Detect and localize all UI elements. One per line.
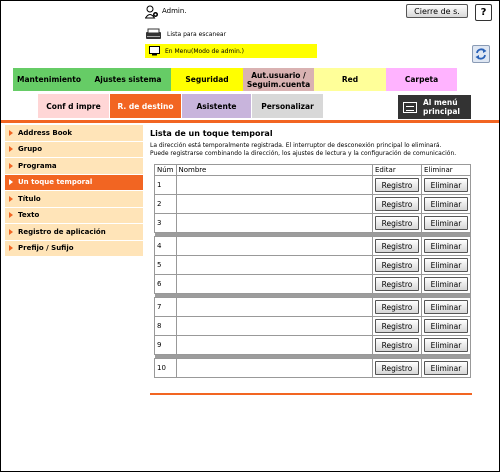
row-name <box>176 336 373 355</box>
admin-user-icon <box>145 5 159 19</box>
row-name <box>176 195 373 214</box>
row-name <box>176 176 373 195</box>
refresh-icon <box>473 46 489 62</box>
row-edit-cell <box>373 275 422 294</box>
delete-button[interactable]: Eliminar <box>424 197 468 211</box>
table-body <box>155 176 471 378</box>
sidebar-item-prefijo-sufijo[interactable]: Prefijo / Sufijo <box>5 241 143 258</box>
sidebar <box>5 125 143 257</box>
row-number: 9 <box>155 336 177 355</box>
arrow-right-icon <box>9 130 13 136</box>
row-number: 6 <box>155 275 177 294</box>
delete-button[interactable]: Eliminar <box>424 239 468 253</box>
sidebar-item-address-book[interactable]: Address Book <box>5 125 143 142</box>
row-number: 10 <box>155 359 177 378</box>
arrow-right-icon <box>9 212 13 218</box>
row-edit-cell <box>373 237 422 256</box>
register-button[interactable]: Registro <box>375 178 419 192</box>
col-header-edit: Editar <box>373 165 422 176</box>
table-row <box>155 256 471 275</box>
arrow-right-icon <box>9 146 13 152</box>
delete-button[interactable]: Eliminar <box>424 216 468 230</box>
row-edit-cell <box>373 176 422 195</box>
tab-ajustes-sistema[interactable]: Ajustes sistema <box>85 68 171 91</box>
row-number: 1 <box>155 176 177 195</box>
col-header-name: Nombre <box>176 165 373 176</box>
register-button[interactable]: Registro <box>375 197 419 211</box>
menu-icon <box>403 102 417 113</box>
register-button[interactable]: Registro <box>375 239 419 253</box>
scan-list-label: Lista para escanear <box>167 31 227 38</box>
table-row <box>155 298 471 317</box>
table-row <box>155 214 471 233</box>
register-button[interactable]: Registro <box>375 338 419 352</box>
register-button[interactable]: Registro <box>375 300 419 314</box>
main-menu-button[interactable] <box>398 95 471 119</box>
admin-user-label: Admin. <box>162 7 187 15</box>
sidebar-item-titulo[interactable]: Título <box>5 191 143 208</box>
row-delete-cell <box>422 359 471 378</box>
row-edit-cell <box>373 359 422 378</box>
tab-carpeta[interactable]: Carpeta <box>386 68 457 91</box>
arrow-right-icon <box>9 196 13 202</box>
register-button[interactable]: Registro <box>375 319 419 333</box>
delete-button[interactable]: Eliminar <box>424 361 468 375</box>
description-line-2: Puede registrarse combinando la dirección, los ajustes de lectura y la configuración de comunicación. <box>150 150 457 157</box>
arrow-right-icon <box>9 245 13 251</box>
sidebar-item-grupo[interactable]: Grupo <box>5 142 143 159</box>
sub-tab-bar <box>38 94 324 118</box>
subtab-personalizar[interactable]: Personalizar <box>252 94 323 118</box>
refresh-button[interactable] <box>472 45 490 63</box>
sidebar-item-texto[interactable]: Texto <box>5 208 143 225</box>
table-row <box>155 359 471 378</box>
col-header-delete: Eliminar <box>422 165 471 176</box>
menu-label-line1: Al menú <box>423 98 458 107</box>
row-name <box>176 256 373 275</box>
row-name <box>176 298 373 317</box>
tab-seguridad[interactable]: Seguridad <box>171 68 243 91</box>
tab-mantenimiento[interactable]: Mantenimiento <box>13 68 85 91</box>
header-divider <box>1 120 500 123</box>
row-delete-cell <box>422 317 471 336</box>
main-tab-bar <box>13 68 457 91</box>
col-header-num: Núm <box>155 165 177 176</box>
register-button[interactable]: Registro <box>375 361 419 375</box>
row-delete-cell <box>422 336 471 355</box>
row-edit-cell <box>373 298 422 317</box>
subtab-asistente[interactable]: Asistente <box>182 94 251 118</box>
help-button[interactable]: ? <box>475 4 492 21</box>
arrow-right-icon <box>9 229 13 235</box>
row-edit-cell <box>373 317 422 336</box>
delete-button[interactable]: Eliminar <box>424 258 468 272</box>
sidebar-item-programa[interactable]: Programa <box>5 158 143 175</box>
register-button[interactable]: Registro <box>375 277 419 291</box>
menu-label-line2: principal <box>423 107 460 116</box>
row-delete-cell <box>422 176 471 195</box>
delete-button[interactable]: Eliminar <box>424 319 468 333</box>
scanner-icon <box>145 28 162 40</box>
table-row <box>155 336 471 355</box>
row-edit-cell <box>373 336 422 355</box>
delete-button[interactable]: Eliminar <box>424 277 468 291</box>
row-delete-cell <box>422 298 471 317</box>
page-title: Lista de un toque temporal <box>150 129 273 138</box>
row-name <box>176 317 373 336</box>
row-delete-cell <box>422 237 471 256</box>
row-number: 2 <box>155 195 177 214</box>
table-header-row <box>155 165 471 176</box>
row-delete-cell <box>422 214 471 233</box>
row-delete-cell <box>422 256 471 275</box>
table-row <box>155 275 471 294</box>
subtab-conf-impre[interactable]: Conf d impre <box>38 94 109 118</box>
row-number: 7 <box>155 298 177 317</box>
arrow-right-icon <box>9 163 13 169</box>
status-text: En Menu(Modo de admin.) <box>165 48 245 55</box>
delete-button[interactable]: Eliminar <box>424 300 468 314</box>
table-row <box>155 195 471 214</box>
arrow-right-icon <box>9 179 13 185</box>
register-button[interactable]: Registro <box>375 216 419 230</box>
row-number: 5 <box>155 256 177 275</box>
tab-red[interactable]: Red <box>314 68 386 91</box>
page-description <box>150 142 490 158</box>
row-edit-cell <box>373 195 422 214</box>
status-pc-icon <box>149 46 160 56</box>
delete-button[interactable]: Eliminar <box>424 338 468 352</box>
description-line-1: La dirección está temporalmente registrada. El interruptor de desconexión principal lo eliminará. <box>150 142 442 149</box>
table-row <box>155 237 471 256</box>
row-name <box>176 359 373 378</box>
one-touch-table <box>154 164 471 378</box>
row-edit-cell <box>373 256 422 275</box>
table-row <box>155 317 471 336</box>
table-row <box>155 176 471 195</box>
register-button[interactable]: Registro <box>375 258 419 272</box>
logout-button[interactable]: Cierre de s. <box>406 4 468 18</box>
row-number: 4 <box>155 237 177 256</box>
row-number: 8 <box>155 317 177 336</box>
delete-button[interactable]: Eliminar <box>424 178 468 192</box>
row-edit-cell <box>373 214 422 233</box>
sidebar-item-registro-aplicacion[interactable]: Registro de aplicación <box>5 224 143 241</box>
row-number: 3 <box>155 214 177 233</box>
row-name <box>176 237 373 256</box>
tab-aut-usuario[interactable]: Aut.usuario / Seguim.cuenta <box>243 68 314 91</box>
content-footer-divider <box>150 393 472 395</box>
sidebar-item-un-toque-temporal[interactable]: Un toque temporal <box>5 175 143 192</box>
row-name <box>176 214 373 233</box>
row-delete-cell <box>422 195 471 214</box>
subtab-r-destino[interactable]: R. de destino <box>110 94 181 118</box>
row-delete-cell <box>422 275 471 294</box>
row-name <box>176 275 373 294</box>
